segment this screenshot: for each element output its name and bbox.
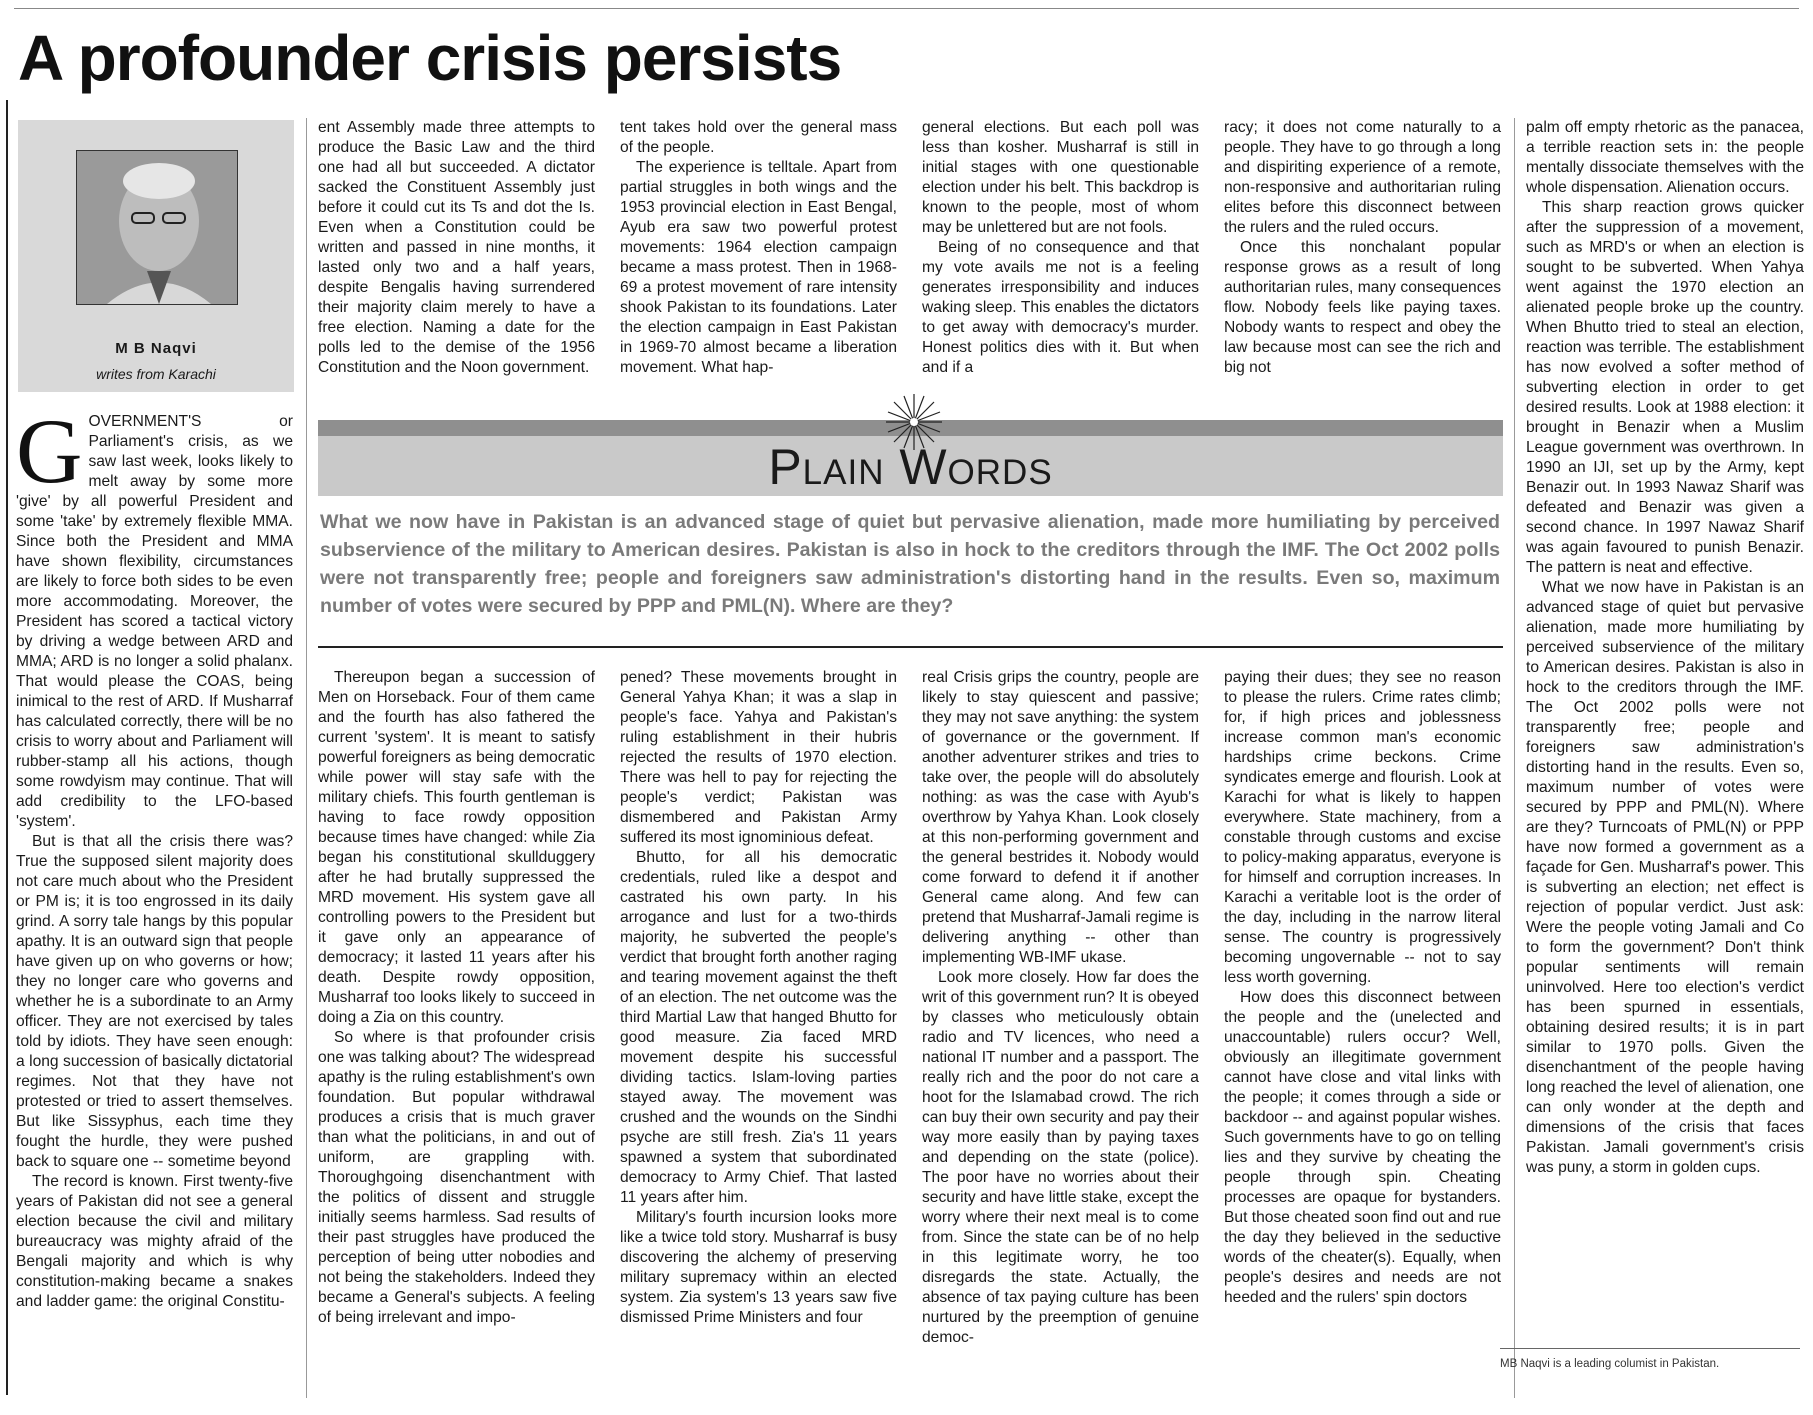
column-3-bottom [620,668,897,1398]
deck-summary: What we now have in Pakistan is an advanced stage of quiet but pervasive alienation, made more humiliating by perceived subservience of the military to American desires. Pakistan is also in hock to the creditors through the IMF. The Oct 2002 polls were not transparently free; people and foreigners saw administration's distorting hand in the results. Even so, maximum number of votes were secured by PPP and PML(N). Where are they? [320,511,1500,617]
column-3-top-paragraph: The experience is telltale. Apart from partial struggles in both wings and the 1953 provincial election in East Bengal, Ayub era saw two powerful protest movements: 1964 election campaign became a mass protest. Then in 1968-69 a protest movement of rare intensity shook Pakistan to its foundations. Later the election campaign in East Pakistan in 1969-70 almost became a liberation movement. What hap- [620,159,897,376]
column-5-bottom-paragraph: How does this disconnect between the people and the (unelected and unaccountable) rulers occur? Well, obviously an illegitimate government cannot have close and vital links with the people; it comes through a side or backdoor -- and against popular wishes. Such governments have to go on telling lies and they survive by cheating the people through spin. Cheating processes are opaque for bystanders. But those cheated soon find out and rue the day they believed in the seductive words of the cheater(s). Equally, when people's desires and needs are not heeded and the rulers' spin doctors [1224,989,1501,1306]
author-photo [76,150,238,305]
column-name: Plain Words [768,439,1053,495]
column-3-top [620,118,897,400]
footnote: MB Naqvi is a leading columist in Pakistan. [1500,1358,1720,1370]
column-5-top-paragraph: racy; it does not come naturally to a people. They have to go through a long and dispiriting experience of a remote, non-responsive and authoritarian ruling elites before this disconnect between the rulers and the ruled occurs. [1224,119,1501,236]
column-2-bottom [318,668,595,1398]
dropcap: G [16,400,83,502]
column-3-bottom-paragraph: Bhutto, for all his democratic credentials, ruled like a despot and castrated his own party. In his arrogance and lust for a two-thirds majority, he subverted the people's verdict that brought forth another raging and tearing movement against the theft of an election. The net outcome was the third Martial Law that hanged Bhutto for good measure. Zia faced MRD movement despite his successful dividing tactics. Islam-loving parties stayed away. The movement was crushed and the wounds on the Sindhi psyche are still fresh. Zia's 11 years spawned a system that subordinated democracy to Army Chief. That lasted 11 years after him. [620,849,897,1206]
author-name: M B Naqvi [115,340,197,357]
column-5-bottom [1224,668,1501,1398]
column-6-paragraph: palm off empty rhetoric as the panacea, a terrible reaction sets in: the people mentally dissociate themselves with the whole dispensation. Alienation occurs. [1526,119,1804,196]
footnote-rule [1500,1348,1800,1349]
portrait-icon [77,151,237,304]
column-2-bottom-paragraph: Thereupon began a succession of Men on Horseback. Four of them came and the fourth has also fathered the current 'system'. It is meant to satisfy powerful foreigners as being democratic while power will stay safe with the military chiefs. This fourth gentleman is having to face rowdy opposition because times have changed: while Zia began his constitutional skullduggery after he had brutally suppressed the MRD movement. His system gave all controlling powers to the President but it gave only an appearance of democracy; it lasted 11 years after his death. Despite rowdy opposition, Musharraf too looks likely to succeed in doing a Zia on this country. [318,669,595,1026]
column-4-top-paragraph: general elections. But each poll was less than kosher. Musharraf is still in initial stages with one questionable election under his belt. This backdrop is known to the people, most of whom may be unlettered but are not fools. [922,119,1199,236]
deck-rule [318,646,1503,648]
column-5-bottom-paragraph: paying their dues; they see no reason to please the rulers. Crime rates climb; for, if high prices and joblessness increase common man's economic hardships crime beckons. Crime syndicates emerge and flourish. Look at Karachi for what is likely to happen everywhere. State machinery, from a constable through customs and excise to policy-making apparatus, everyone is for himself and corruption increases. In Karachi a veritable loot is the order of the day, including in the narrow literal sense. The country is progressively becoming ungovernable -- not to say less worth governing. [1224,669,1501,986]
author-box [18,120,294,392]
column-2-top [318,118,595,400]
column-3-bottom-paragraph: Military's fourth incursion looks more like a twice told story. Musharraf is busy discovering the alchemy of preserving military supremacy within an elected system. Zia system's 13 years saw five dismissed Prime Ministers and four [620,1209,897,1326]
starburst-icon [884,392,944,452]
top-rule [14,8,1799,9]
column-4-bottom-paragraph: real Crisis grips the country, people are likely to stay quiescent and passive; they may not save anything: the system of governance or the government. If another adventurer strikes and tries to take over, the people will do absolutely nothing: as was the case with Ayub's overthrow by Yahya Khan. Look closely at this non-performing government and the general bestrides it. Nobody would come forward to defend it if another General came along. And few can pretend that Musharraf-Jamali regime is delivering anything -- other than implementing WB-IMF ukase. [922,669,1199,966]
column-4-top [922,118,1199,400]
column-1-paragraph: The record is known. First twenty-five years of Pakistan did not see a general election because the civil and military bureaucracy was mighty afraid of the Bengali majority and which is why constitution-making became a snakes and ladder game: the original Constitu- [16,1173,293,1310]
column-4-bottom [922,668,1199,1398]
column-1-paragraph: But is that all the crisis there was? True the supposed silent majority does not care much about who the President or PM is; it is too engrossed in its daily grind. A sorry tale hangs by this popular apathy. It is an outward sign that people have given up on who governs or how; they no longer care who governs and whether he is a subordinate to an Army officer. They are not exercised by tales told by idiots. They have seen enough: a long succession of basically dictatorial regimes. Not that they have not protested or tried to assert themselves. But like Sissyphus, each time they fought the hurdle, they were pushed back to square one -- sometime beyond [16,833,293,1170]
column-4-top-paragraph: Being of no consequence and that my vote avails me not is a feeling generates irresponsibility and induces waking sleep. This enables the dictators to get away with democracy's murder. Honest politics dies with it. But when and if a [922,239,1199,376]
column-5-top [1224,118,1501,400]
column-6-paragraph: What we now have in Pakistan is an advanced stage of quiet but pervasive alienation, made more humiliating by perceived subservience of the military to American desires. Pakistan is also in hock to the creditors through the IMF. The Oct 2002 polls were not transparently free; people and foreigners saw administration's distorting hand in the results. Even so, maximum number of votes were secured by PPP and PML(N). Where are they? Turncoats of PML(N) or PPP have now formed a government as a façade for Gen. Musharraf's power. This is subverting an election; net effect is rejection of popular verdict. Just ask: Were the people voting Jamali and Co to form the government? Don't think popular sentiments will remain uninvolved. Here too election's verdict has been spurned in essentials, obtaining desired results; it is in part similar to 1970 polls. Given the disenchantment of the people having long reached the level of alienation, one can only wonder at the depth and dimensions of the crisis that faces Pakistan. Jamali government's crisis was puny, a storm in golden cups. [1526,579,1804,1176]
author-location: writes from Karachi [96,366,216,382]
column-1-paragraph: GOVERNMENT'S or Parliament's crisis, as we saw last week, looks likely to melt away by some more 'give' by all powerful President and some 'take' by extremely flexible MMA. Since both the President and MMA have shown flexibility, circumstances are likely to force both sides to be even more accommodating. Moreover, the President has scored a tactical victory by driving a wedge between ARD and MMA; ARD is no longer a solid phalanx. That would please the COAS, being inimical to the rest of ARD. If Musharraf has calculated correctly, there will be no crisis to worry about and Parliament will rubber-stamp all his actions, though some rowdyism may continue. That will add credibility to the LFO-based 'system'. [16,400,293,830]
column-3-top-paragraph: tent takes hold over the general mass of the people. [620,119,897,156]
column-6-paragraph: This sharp reaction grows quicker after the suppression of a movement, such as MRD's or when an election is sought to be subverted. When Yahya went against the 1970 election an alienated people broke up the country. When Bhutto tried to steal an election, reaction was terrible. The establishment has now evolved a softer method of subverting election in order to get desired results. Look at 1988 election: it brought in Benazir when a Muslim League government was overthrown. In 1990 an IJI, set up by the Army, kept Benazir out. In 1993 Nawaz Sharif was defeated and Benazir was given a second chance. In 1997 Nawaz Sharif was again favoured to punish Benazir. The pattern is neat and effective. [1526,199,1804,576]
column-1 [16,400,293,1398]
column-4-bottom-paragraph: Look more closely. How far does the writ of this government run? It is obeyed by classes who meticulously obtain radio and TV licences, who need a national IT number and a passport. The really rich and the poor do not care a hoot for the Islamabad crowd. The rich can buy their own security and pay their way more easily than by paying taxes and depending on the state (police). The poor have no worries about their security and have little stake, except the worry where their next meal is to come from. Since the state can be of no help in this legitimate worry, he too disregards the state. Actually, the absence of tax paying culture has been nurtured by the preemption of genuine democ- [922,969,1199,1346]
column-rule [1514,118,1515,1398]
column-2-top-paragraph: ent Assembly made three attempts to produce the Basic Law and the third one had all but succeeded. A dictator sacked the Constituent Assembly just before it could cut its Ts and dot the Is. Even when a Constitution could be written and passed in nine months, it lasted only two and a half years, despite Bengalis having surrendered their majority claim merely to have a free election. Naming a date for the polls led to the demise of the 1956 Constitution and the Noon government. [318,119,595,376]
column-3-bottom-paragraph: pened? These movements brought in General Yahya Khan; it was a slap in people's face. Yahya and Pakistan's ruling establishment in their hubris rejected the results of 1970 election. There was hell to pay for rejecting the people's verdict; Pakistan was dismembered and Pakistan Army suffered its most ignominious defeat. [620,669,897,846]
column-rule [306,118,307,1398]
column-5-top-paragraph: Once this nonchalant popular response grows as a result of long authoritarian rules, many consequences flow. Nobody feels like paying taxes. Nobody wants to respect and obey the law because most can see the rich and big not [1224,239,1501,376]
left-rule [6,100,8,1395]
column-6 [1526,118,1804,1343]
headline: A profounder crisis persists [18,22,842,94]
column-2-bottom-paragraph: So where is that profounder crisis one was talking about? The widespread apathy is the ruling establishment's own foundation. But popular withdrawal produces a crisis that is much graver than what the politicians, in and out of uniform, are grappling with. Thoroughgoing disenchantment with the politics of dissent and struggle initially seems harmless. Sad results of their past struggles have produced the perception of being utter nobodies and not being the stakeholders. Indeed they became a General's subjects. A feeling of being irrelevant and impo- [318,1029,595,1326]
